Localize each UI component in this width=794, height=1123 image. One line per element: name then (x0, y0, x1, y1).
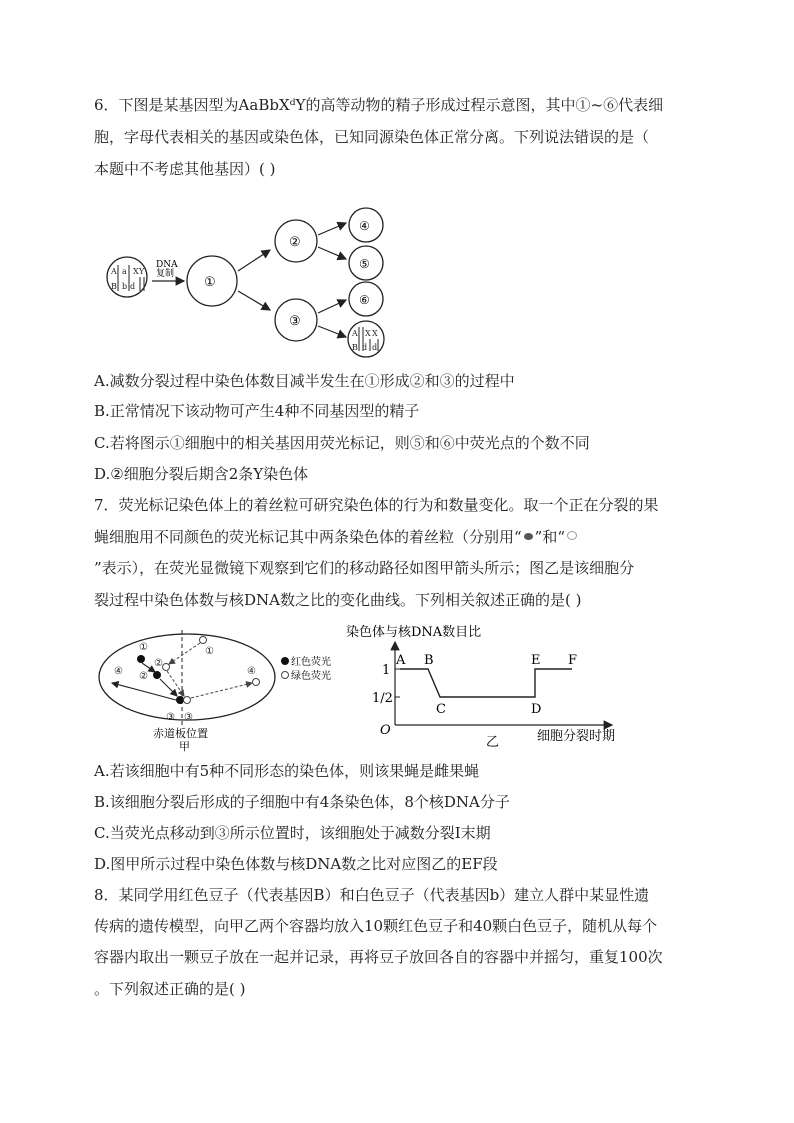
figure-a-cell-diagram (94, 622, 354, 752)
svg-text:X: X (372, 329, 378, 338)
q8-line-4: 。下列叙述正确的是( ) (94, 980, 246, 998)
q6-option-d: D.②细胞分裂后期含2条Y染色体 (94, 465, 309, 483)
q6-line-3: 本题中不考虑其他基因）( ) (94, 160, 276, 178)
q8-line-2: 传病的遗传模型，向甲乙两个容器均放入10颗红色豆子和40颗白色豆子，随机从每个 (94, 917, 658, 935)
svg-text:A: A (111, 267, 117, 276)
point-label-e: E (531, 653, 541, 668)
svg-text:b: b (122, 282, 128, 291)
point-label-b: B (424, 653, 434, 668)
spermatogenesis-diagram (100, 205, 400, 365)
point-label-d: D (531, 702, 542, 717)
q7-option-c: C.当荧光点移动到③所示位置时，该细胞处于减数分裂Ⅰ末期 (94, 824, 491, 842)
legend-green-label: 绿色荧光 (291, 671, 331, 682)
q7-line-2 (94, 526, 577, 548)
q6-option-a: A.减数分裂过程中染色体数目减半发生在①形成②和③的过程中 (94, 372, 515, 390)
cell-6-label: ⑥ (359, 293, 370, 307)
replication-label: 复制 (156, 269, 175, 279)
q8-line-3: 容器内取出一颗豆子放在一起并记录，再将豆子放回各自的容器中并摇匀，重复100次 (94, 948, 663, 966)
q7-line-3: ”表示），在荧光显微镜下观察到它们的移动路径如图甲箭头所示；图乙是该细胞分 (94, 559, 635, 577)
q7-option-d: D.图甲所示过程中染色体数与核DNA数之比对应图乙的EF段 (94, 855, 498, 873)
cell-4-label: ④ (359, 219, 370, 233)
cell-5-label: ⑤ (359, 257, 370, 271)
dna-label: DNA (156, 260, 178, 270)
svg-text:B: B (352, 343, 358, 352)
figure-a-caption: 甲 (179, 740, 190, 752)
svg-text:Y: Y (139, 267, 145, 276)
start-cell-genes (110, 265, 145, 291)
ratio-curve (400, 669, 572, 697)
red-dot-icon (524, 533, 533, 540)
cell-outline (99, 634, 275, 720)
green-dot-icon (567, 531, 577, 540)
legend-green-marker (282, 672, 289, 679)
q7-option-a: A.若该细胞中有5种不同形态的染色体，则该果蝇是雌果蝇 (94, 762, 480, 780)
svg-text:④: ④ (247, 666, 256, 677)
y-tick-label: 1 (382, 663, 391, 678)
q7-option-b: B.该细胞分裂后形成的子细胞中有4条染色体，8个核DNA分子 (94, 793, 510, 811)
svg-text:d: d (372, 343, 378, 352)
svg-text:X: X (365, 329, 371, 338)
svg-text:a: a (122, 267, 127, 276)
q6-option-c: C.若将图示①细胞中的相关基因用荧光标记，则⑤和⑥中荧光点的个数不同 (94, 434, 590, 452)
legend-red-label: 红色荧光 (291, 657, 331, 668)
svg-text:①: ① (205, 646, 214, 657)
q6-line-2: 胞，字母代表相关的基因或染色体，已知同源染色体正常分离。下列说法错误的是（ (94, 128, 650, 146)
chart-origin: O (380, 723, 391, 738)
figure-b-caption: 乙 (486, 735, 500, 750)
q7-line-2-text: 蝇细胞用不同颜色的荧光标记其中两条染色体的着丝粒（分别用“ (94, 528, 522, 546)
svg-text:d: d (362, 343, 368, 352)
svg-text:A: A (352, 329, 358, 338)
legend-red-marker (281, 657, 289, 665)
plate-label: 赤道板位置 (153, 727, 208, 740)
point-label-f: F (568, 653, 578, 668)
q6-line-1: 6．下图是某基因型为AaBbXᵈY的高等动物的精子形成过程示意图，其中①~⑥代表细 (94, 96, 664, 114)
q7-line-2b-text: ”和“ (534, 528, 566, 546)
point-label-c: C (436, 702, 446, 717)
y-tick-label: 1/2 (372, 691, 393, 706)
chart-ylabel: 染色体与核DNA数目比 (346, 625, 482, 640)
q6-option-b: B.正常情况下该动物可产生4种不同基因型的精子 (94, 402, 420, 420)
q7-line-1: 7．荧光标记染色体上的着丝粒可研究染色体的行为和数量变化。取一个正在分裂的果 (94, 496, 659, 514)
chart-xlabel: 细胞分裂时期 (537, 729, 616, 744)
cell-3-label: ③ (289, 314, 301, 329)
svg-text:②: ② (139, 671, 148, 682)
last-cell-genes (351, 327, 378, 352)
cell-2-label: ② (289, 235, 301, 250)
svg-text:①: ① (139, 642, 148, 653)
svg-text:d: d (130, 282, 136, 291)
svg-text:③: ③ (166, 712, 175, 723)
point-label-a: A (396, 653, 406, 668)
svg-text:B: B (111, 282, 117, 291)
svg-text:X: X (133, 267, 139, 276)
start-cell (107, 257, 147, 297)
cell-1-label: ① (204, 275, 216, 290)
q8-line-1: 8．某同学用红色豆子（代表基因B）和白色豆子（代表基因b）建立人群中某显性遗 (94, 886, 650, 904)
svg-text:④: ④ (114, 666, 123, 677)
svg-text:③: ③ (184, 712, 193, 723)
svg-text:②: ② (154, 658, 163, 669)
q7-line-4: 裂过程中染色体数与核DNA数之比的变化曲线。下列相关叙述正确的是( ) (94, 591, 582, 609)
figure-b-ratio-chart (342, 622, 642, 752)
